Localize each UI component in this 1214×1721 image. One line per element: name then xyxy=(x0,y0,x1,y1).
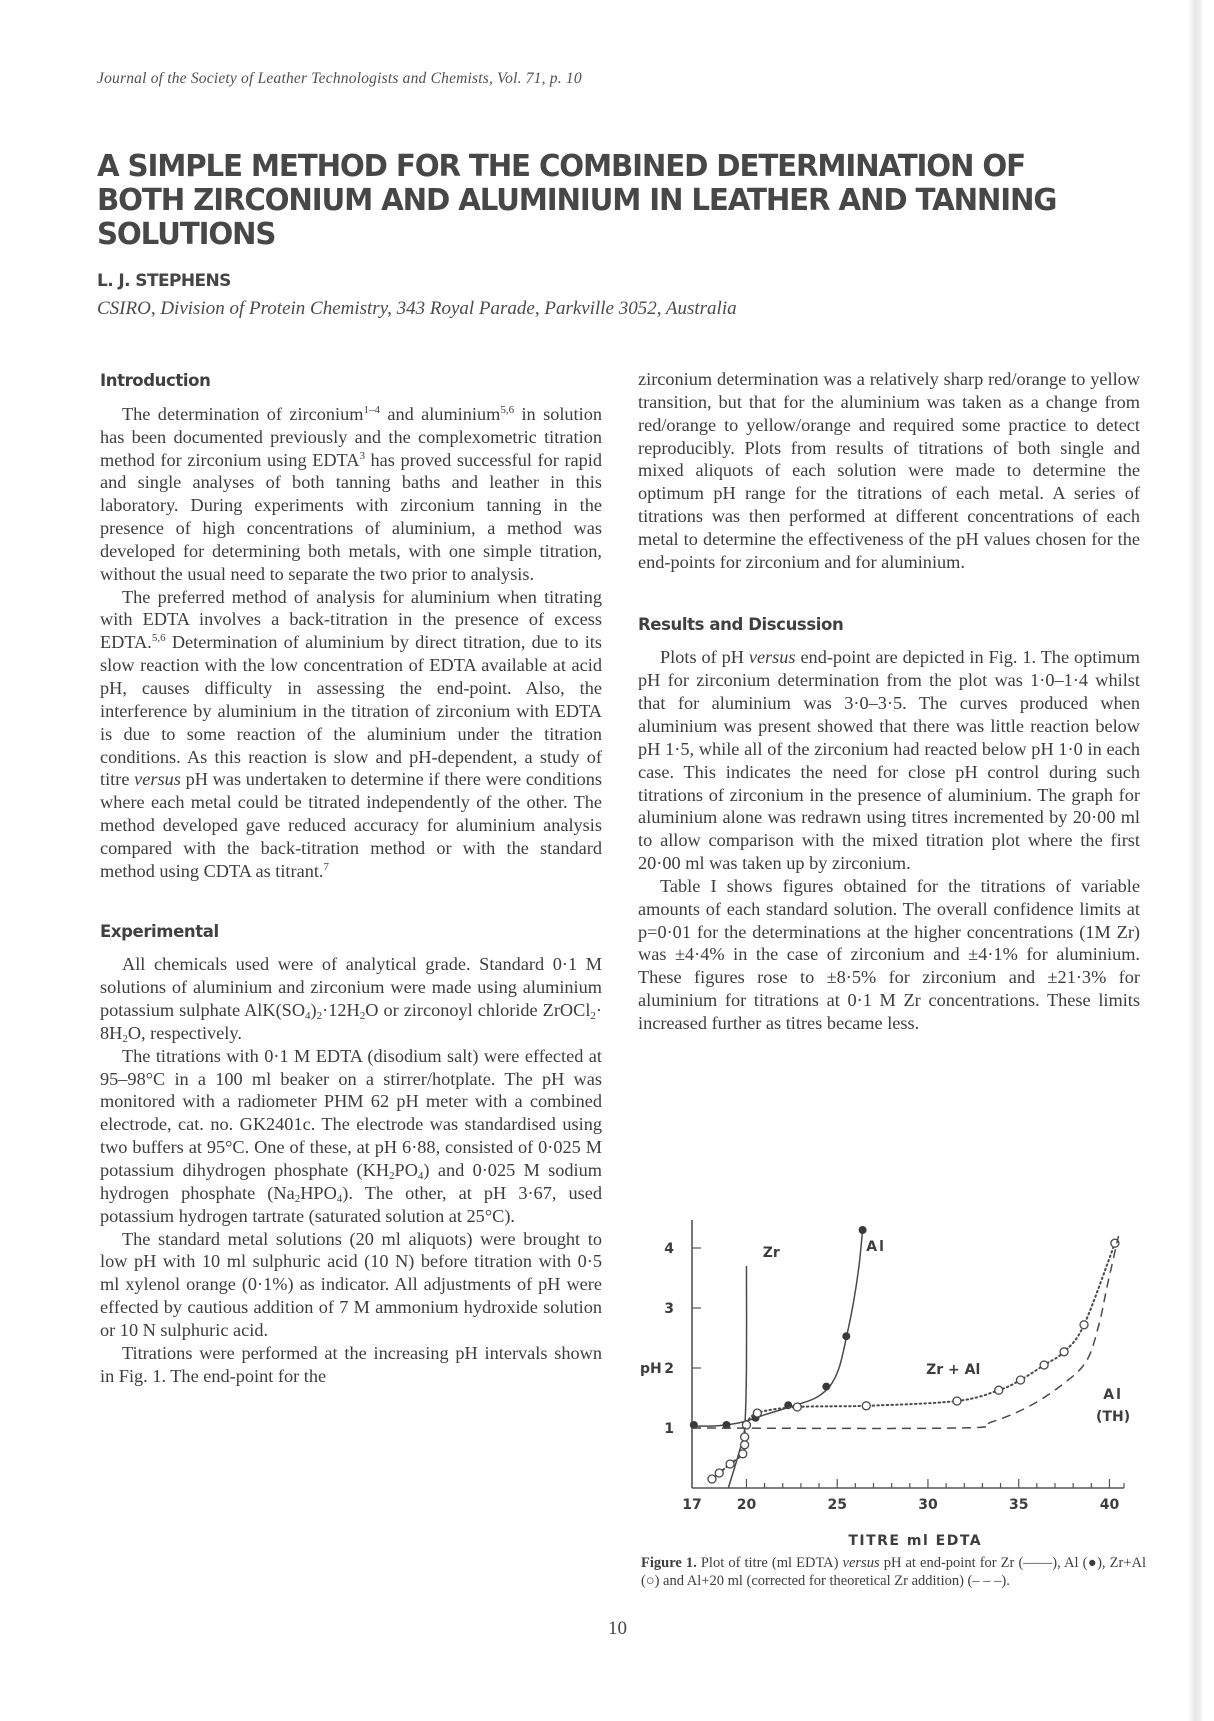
data-point-open xyxy=(753,1409,761,1417)
section-spacer xyxy=(100,883,602,921)
subscript: 2 xyxy=(122,1032,128,1045)
text-run: The determination of zirconium xyxy=(122,403,364,424)
y-tick-label: 4 xyxy=(664,1241,674,1257)
text-run: has proved successful for rapid and single analyses of both tanning baths and leather in this laboratory. During experiments with zirconium tanning in the presence of high concentrations of aluminium, a method was developed for determining both metals, with one simple titration, without the usual need to separate the two prior to analysis. xyxy=(100,449,603,584)
data-point-filled xyxy=(822,1383,830,1391)
citation-ref: 3 xyxy=(359,449,365,462)
subscript: 4 xyxy=(336,1192,343,1205)
text-run: HPO xyxy=(300,1182,337,1203)
author-affiliation: CSIRO, Division of Protein Chemistry, 343 Royal Parade, Parkville 3052, Australia xyxy=(97,298,737,319)
results-paragraph-1 xyxy=(638,646,1140,874)
y-ticks xyxy=(664,1241,701,1437)
text-run: ) xyxy=(310,1000,317,1021)
experimental-paragraph-3: The standard metal solutions (20 ml aliquots) were brought to low pH with 10 ml sulphuric acid (10 N) before titration with 0·5 ml xylenol orange (0·1%) as indicator. All adjustments of pH were effected by cautious addition of 7 M ammonium hydroxide solution or 10 N sulphuric acid. xyxy=(100,1228,602,1340)
citation-ref: 5,6 xyxy=(500,403,515,416)
data-point-open xyxy=(1111,1239,1119,1247)
data-point-open xyxy=(708,1475,716,1483)
section-heading-experimental: Experimental xyxy=(100,921,219,941)
x-tick-label: 25 xyxy=(827,1497,847,1513)
section-spacer xyxy=(638,574,1140,614)
figure-caption xyxy=(641,1555,1146,1590)
data-point-open xyxy=(739,1450,747,1458)
data-point-filled xyxy=(690,1421,698,1429)
text-run: Determination of aluminium by direct titration, due to its slow reaction with the low concentration of EDTA available at acid pH, causes difficulty in assessing the end-point. Also, the interference by aluminium in the titration of zirconium with EDTA is due to some reaction of the aluminium under the titration conditions. As this reaction is slow and pH-dependent, a study of titre xyxy=(100,632,602,790)
chart-axes xyxy=(640,1220,1124,1549)
italic-text: versus xyxy=(748,647,796,668)
x-tick-label: 35 xyxy=(1008,1497,1029,1513)
data-point-open xyxy=(1017,1376,1025,1384)
text-run: All chemicals used were of analytical grade. Standard 0·1 M solutions of aluminium and zirconium were made using aluminium potassium sulphate AlK(SO xyxy=(100,954,602,1021)
subscript: 2 xyxy=(359,1010,366,1023)
experimental-paragraph-2 xyxy=(100,1045,602,1228)
series-line xyxy=(694,1230,863,1426)
x-tick-label: 40 xyxy=(1099,1497,1120,1513)
caption-label: Figure 1. xyxy=(641,1555,697,1571)
text-run: The titrations with 0·1 M EDTA (disodium salt) were effected at 95–98°C in a 100 ml beaker on a stirrer/hotplate. The pH was monitored with a radiometer PHM 62 pH meter with a combined electrode, cat. no. GK2401c. The electrode was standardised using two buffers at 95°C. One of these, at pH 6·88, consisted of 0·025 M potassium dihydrogen phosphate (KH xyxy=(100,1045,602,1180)
y-tick-label: 2 xyxy=(664,1361,674,1377)
experimental-paragraph-4: Titrations were performed at the increasing pH intervals shown in Fig. 1. The end-point for the xyxy=(100,1342,602,1386)
data-point-open xyxy=(741,1441,749,1449)
italic-text: versus xyxy=(842,1555,880,1571)
text-run: pH was undertaken to determine if there were conditions where each metal could be titrated independently of the other. The method developed gave reduced accuracy for aluminium analysis compared with the back-titration method or with the standard method using CDTA as titrant. xyxy=(100,769,602,881)
data-point-open xyxy=(726,1460,734,1468)
data-point-filled xyxy=(842,1332,850,1340)
data-point-filled xyxy=(784,1401,792,1409)
subscript: 4 xyxy=(305,1010,311,1023)
data-point-open xyxy=(793,1403,801,1411)
series-line xyxy=(728,1266,746,1488)
text-run: · 8H xyxy=(100,1000,602,1043)
series-line xyxy=(692,1236,1119,1428)
series-label-zr-al: Zr + Al xyxy=(926,1362,981,1378)
data-point-open xyxy=(1040,1361,1048,1369)
subscript: 2 xyxy=(294,1192,301,1205)
text-run: Plot of titre (ml EDTA) xyxy=(696,1555,843,1571)
x-tick-label: 17 xyxy=(682,1497,702,1513)
data-point-filled xyxy=(752,1414,760,1422)
y-tick-label: 3 xyxy=(664,1301,674,1317)
text-run: ). The other, at pH 3·67, used potassium hydrogen tartrate (saturated solution at 25°C). xyxy=(100,1182,602,1226)
subscript: 4 xyxy=(417,1170,424,1182)
article-title: A SIMPLE METHOD FOR THE COMBINED DETERMINATION OF BOTH ZIRCONIUM AND ALUMINIUM IN LEATHER AND TANNING SOLUTIONS xyxy=(97,149,1057,252)
chart-series-labels xyxy=(763,1239,1130,1425)
section-heading-introduction: Introduction xyxy=(100,371,211,390)
text-run: ) and 0·025 M sodium hydrogen phosphate (Na xyxy=(100,1160,602,1203)
experimental-paragraph-4-continued: zirconium determination was a relatively sharp red/orange to yellow transition, but that for the aluminium was taken as a change from red/orange to yellow/orange and required some practice to detect reproducibly. Plots from results of titrations of both single and mixed aliquots of each solution were made to determine the optimum pH range for the titrations of each metal. A series of titrations was then performed at different concentrations of each metal to determine the effectiveness of the pH values chosen for the end-points for zirconium and for aluminium. xyxy=(638,369,1140,572)
citation-ref: 7 xyxy=(323,860,329,873)
text-run: ·12H xyxy=(322,1000,360,1021)
series-zr xyxy=(728,1266,746,1488)
journal-citation: Journal of the Society of Leather Technologists and Chemists, Vol. 71, p. 10 xyxy=(97,70,582,87)
text-run: O or zirconoyl chloride ZrOCl xyxy=(365,1000,591,1021)
series-label-al-th-line2: (TH) xyxy=(1096,1408,1131,1425)
experimental-paragraph-1 xyxy=(100,953,602,1044)
data-point-open xyxy=(1060,1348,1068,1356)
data-point-open xyxy=(1080,1321,1088,1329)
subscript: 2 xyxy=(316,1010,323,1023)
text-run: pH at end-point for Zr (——), Al (●), Zr+Al (○) and Al+20 ml (corrected for theoretical Zr addition) (– – –). xyxy=(641,1555,1147,1589)
subscript: 2 xyxy=(590,1010,596,1023)
y-tick-label: 1 xyxy=(664,1421,674,1437)
chart-series xyxy=(690,1226,1119,1488)
data-point-open xyxy=(995,1386,1003,1394)
text-run: The preferred method of analysis for aluminium when titrating with EDTA involves a back-titration in the presence of excess EDTA. xyxy=(100,586,602,653)
text-run: O, respectively. xyxy=(127,1022,242,1043)
series-line xyxy=(712,1243,1115,1479)
author-name: L. J. STEPHENS xyxy=(97,271,231,291)
italic-text: versus xyxy=(134,769,181,790)
data-point-open xyxy=(862,1402,870,1410)
citation-ref: 1–4 xyxy=(363,403,380,416)
text-run: Plots of pH xyxy=(660,647,749,668)
text-run: in solution has been documented previously and the complexometric titration method for zirconium using EDTA xyxy=(100,403,602,470)
text-run: and aluminium xyxy=(379,403,501,424)
data-point-open xyxy=(742,1421,750,1429)
x-tick-labels xyxy=(682,1497,1119,1513)
page-number: 10 xyxy=(608,1618,627,1639)
series-label-zr: Zr xyxy=(762,1245,780,1261)
data-point-open xyxy=(715,1469,723,1477)
section-heading-results: Results and Discussion xyxy=(638,614,844,634)
left-column xyxy=(100,370,602,1387)
intro-paragraph-2 xyxy=(100,586,602,883)
data-point-open xyxy=(953,1397,961,1405)
series-al xyxy=(690,1226,867,1429)
y-axis-label: pH xyxy=(640,1361,662,1377)
data-point-filled xyxy=(722,1421,730,1429)
series-label-al-th-line1: Al xyxy=(1103,1387,1123,1404)
x-tick-label: 20 xyxy=(736,1497,757,1513)
data-point-filled xyxy=(859,1226,867,1234)
intro-paragraph-1 xyxy=(100,403,602,586)
results-paragraph-2: Table I shows figures obtained for the titrations of variable amounts of each standard solution. The overall confidence limits at p=0·01 for the determinations at the higher concentrations (1M Zr) was ±4·4% in the case of zirconium and ±4·1% for aluminium. These figures rose to ±8·5% for zirconium and ±21·3% for aluminium for titrations at 0·1 M Zr concentrations. These limits increased further as titres became less. xyxy=(638,875,1140,1033)
x-axis-label: TITRE ml EDTA xyxy=(848,1533,983,1549)
data-point-open xyxy=(741,1433,749,1441)
citation-ref: 5,6 xyxy=(151,632,166,645)
page-edge-shadow xyxy=(1188,0,1202,1721)
x-tick-label: 30 xyxy=(918,1497,938,1513)
series-zr-al xyxy=(708,1239,1119,1483)
x-minor-ticks xyxy=(746,1479,1124,1488)
series-al-th xyxy=(692,1236,1119,1428)
text-run: end-point are depicted in Fig. 1. The optimum pH for zirconium determination from the plot was 1·0–1·4 whilst that for aluminium was 3·0–3·5. The curves produced when aluminium was present showed that there was little reaction below pH 1·5, while all of the zirconium had reacted below pH 1·0 in each case. This indicates the need for close pH control during such titrations of zirconium in the presence of aluminium. The graph for aluminium alone was redrawn using titres incremented by 20·00 ml to allow comparison with the mixed titration plot where the first 20·00 ml was taken up by zirconium. xyxy=(638,647,1140,874)
right-column xyxy=(638,368,1140,1035)
series-label-al: Al xyxy=(866,1239,886,1255)
text-run: PO xyxy=(394,1160,418,1180)
subscript: 2 xyxy=(389,1170,395,1182)
